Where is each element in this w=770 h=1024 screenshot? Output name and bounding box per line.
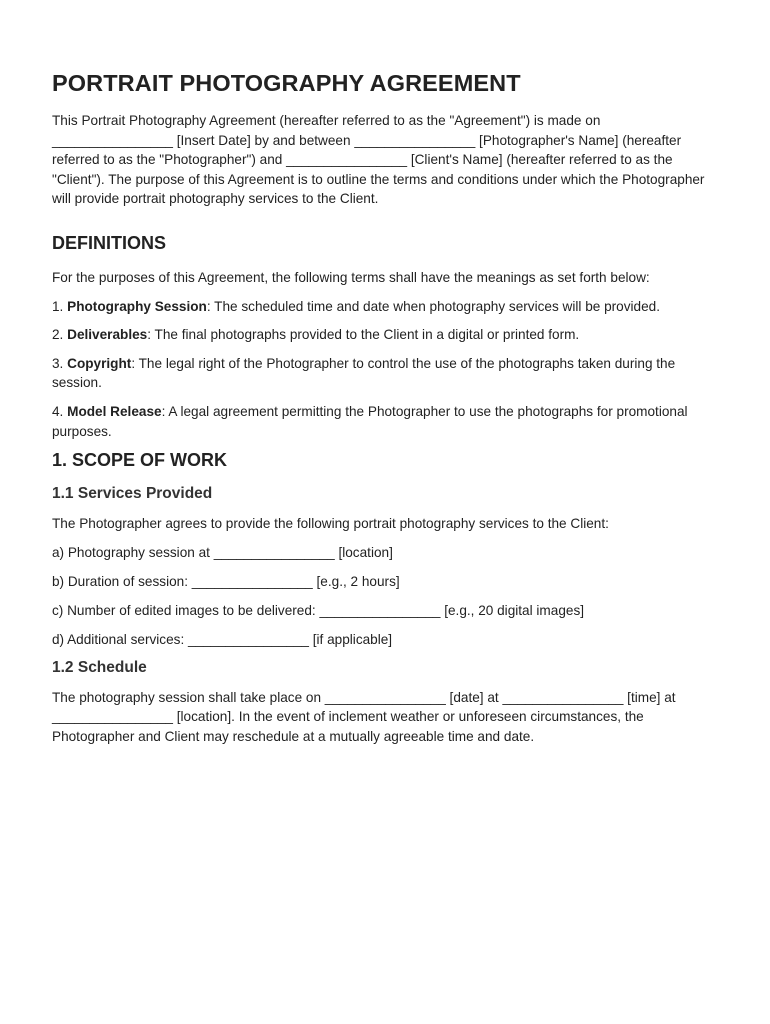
document-title: PORTRAIT PHOTOGRAPHY AGREEMENT	[52, 70, 521, 96]
definition-text: : The final photographs provided to the Client in a digital or printed form.	[147, 327, 580, 343]
definition-text: : The scheduled time and date when photography services will be provided.	[206, 298, 661, 314]
schedule-heading: 1.2 Schedule	[52, 658, 147, 676]
definition-number: 4.	[52, 403, 64, 419]
services-lead: The Photographer agrees to provide the following portrait photography services to the Client:	[52, 516, 609, 532]
definition-item	[52, 402, 720, 441]
intro-paragraph: This Portrait Photography Agreement (hereafter referred to as the "Agreement") is made on ________________ [Insert Date] by and between ________________ [Photographer's Name] (hereafter referred to as the "Photographer") and ________________ [Client's Name] (hereafter referred to as the "Client"). The purpose of this Agreement is to outline the terms and conditions under which the Photographer will provide portrait photography services to the Client.	[52, 113, 705, 207]
definition-item	[52, 325, 720, 345]
scope-of-work-heading: 1. SCOPE OF WORK	[52, 450, 228, 471]
definition-text: : The legal right of the Photographer to control the use of the photographs taken during the session.	[52, 355, 676, 391]
definition-number: 2.	[52, 327, 64, 343]
services-provided-heading: 1.1 Services Provided	[52, 485, 213, 503]
definition-text: : A legal agreement permitting the Photographer to use the photographs for promotional purposes.	[52, 403, 688, 439]
service-item: a) Photography session at ________________ [location]	[52, 544, 393, 560]
definition-item	[52, 297, 720, 317]
service-item: b) Duration of session: ________________ [e.g., 2 hours]	[52, 573, 400, 589]
definition-term: Copyright	[67, 355, 132, 371]
definition-term: Deliverables	[67, 327, 148, 343]
definition-term: Photography Session	[67, 298, 207, 314]
service-item: c) Number of edited images to be delivered: ________________ [e.g., 20 digital images]	[52, 602, 585, 618]
schedule-paragraph: The photography session shall take place on ________________ [date] at ________________ [time] at ________________ [location]. In the event of inclement weather or unforeseen circumstances, the Photographer and Client may reschedule at a mutually agreeable time and date.	[52, 689, 676, 744]
definition-term: Model Release	[67, 403, 162, 419]
definitions-lead: For the purposes of this Agreement, the following terms shall have the meanings as set forth below:	[52, 269, 650, 285]
definition-number: 1.	[52, 298, 64, 314]
definition-item	[52, 354, 720, 393]
definition-number: 3.	[52, 355, 64, 371]
definitions-heading: DEFINITIONS	[52, 232, 167, 253]
service-item: d) Additional services: ________________ [if applicable]	[52, 631, 393, 647]
